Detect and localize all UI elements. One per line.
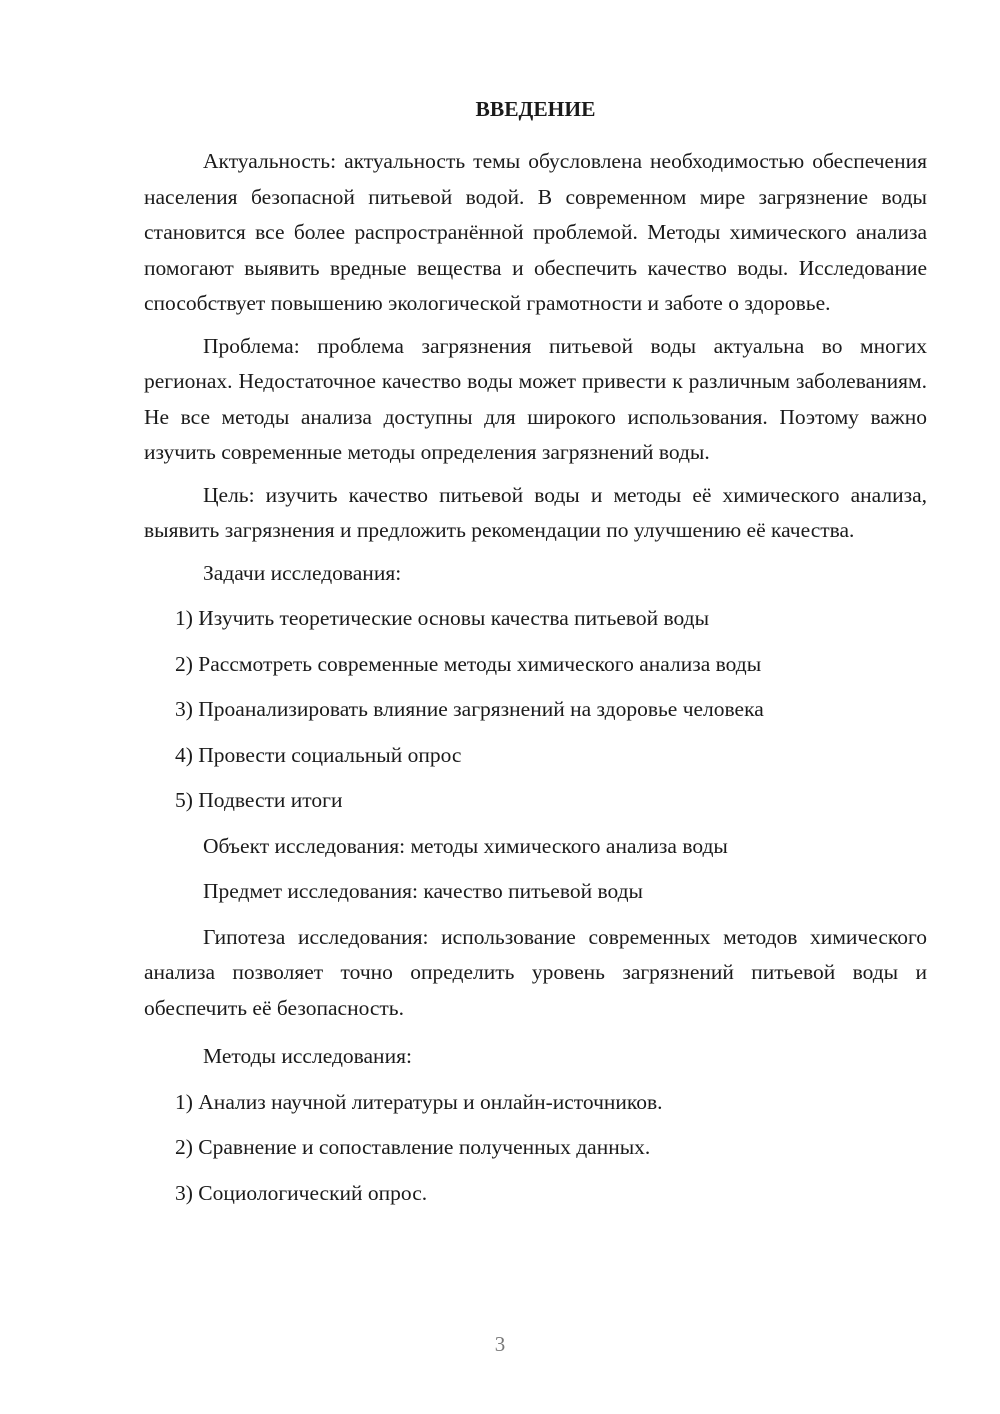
section-heading: ВВЕДЕНИЕ bbox=[475, 97, 596, 121]
list-item: 1) Изучить теоретические основы качества питьевой воды bbox=[175, 606, 710, 630]
list-item: 2) Сравнение и сопоставление полученных данных. bbox=[175, 1135, 651, 1159]
tasks-list bbox=[144, 601, 927, 819]
list-item: 1) Анализ научной литературы и онлайн-источников. bbox=[175, 1089, 663, 1114]
goal-paragraph: Цель: изучить качество питьевой воды и методы её химического анализа, выявить загрязнения и предложить рекомендации по улучшению её качества. bbox=[144, 482, 927, 542]
list-item: 5) Подвести итоги bbox=[175, 788, 343, 812]
list-item: 3) Проанализировать влияние загрязнений на здоровье человека bbox=[175, 697, 764, 721]
relevance-paragraph: Актуальность: актуальность темы обусловлена необходимостью обеспечения населения безопасной питьевой водой. В современном мире загрязнение воды становится все более распространённой проблемой. Методы химического анализа помогают выявить вредные вещества и обеспечить качество воды. Исследование способствует повышению экологической грамотности и заботе о здоровье. bbox=[144, 149, 927, 315]
subject-paragraph: Предмет исследования: качество питьевой воды bbox=[203, 879, 643, 903]
list-item: 4) Провести социальный опрос bbox=[175, 742, 462, 767]
list-item: 2) Рассмотреть современные методы химического анализа воды bbox=[175, 651, 762, 676]
methods-list bbox=[144, 1085, 927, 1212]
methods-title: Методы исследования: bbox=[203, 1044, 412, 1068]
hypothesis-paragraph: Гипотеза исследования: использование современных методов химического анализа позволяет точно определить уровень загрязнений питьевой воды и обеспечить её безопасность. bbox=[144, 924, 927, 1020]
document-page bbox=[144, 94, 927, 1221]
list-item: 3) Социологический опрос. bbox=[175, 1180, 428, 1205]
page-number: 3 bbox=[494, 1332, 506, 1356]
tasks-title: Задачи исследования: bbox=[203, 560, 402, 585]
problem-paragraph: Проблема: проблема загрязнения питьевой воды актуальна во многих регионах. Недостаточное качество воды может привести к различным заболеваниям. Не все методы анализа доступны для широкого использования. Поэтому важно изучить современные методы определения загрязнений воды. bbox=[144, 333, 927, 464]
object-paragraph: Объект исследования: методы химического анализа воды bbox=[203, 833, 728, 858]
